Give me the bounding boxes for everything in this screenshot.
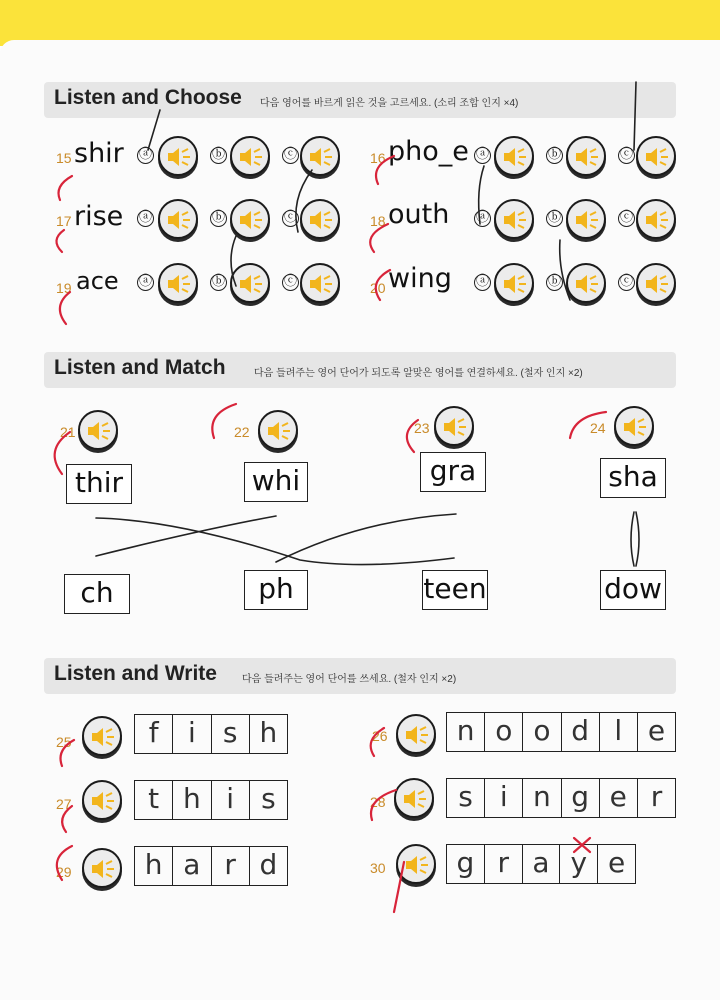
speaker-button[interactable]	[614, 406, 654, 446]
speaker-icon	[90, 725, 116, 749]
option-b[interactable]: ⓑ	[547, 274, 561, 289]
speaker-button[interactable]	[230, 136, 270, 176]
question-number: 27	[56, 796, 72, 812]
speaker-icon	[238, 145, 264, 169]
option-b[interactable]: ⓑ	[211, 210, 225, 225]
question-number: 15	[56, 150, 72, 166]
speaker-button[interactable]	[300, 199, 340, 239]
speaker-icon	[644, 272, 670, 296]
speaker-button[interactable]	[396, 844, 436, 884]
letter-cell[interactable]: n	[523, 779, 561, 817]
speaker-button[interactable]	[82, 716, 122, 756]
option-b[interactable]: ⓑ	[211, 147, 225, 162]
speaker-button[interactable]	[158, 136, 198, 176]
letter-cell[interactable]: i	[485, 779, 523, 817]
section-subtitle-write: 다음 들려주는 영어 단어를 쓰세요. (철자 인지 ×2)	[242, 674, 457, 685]
question-number: 28	[370, 794, 386, 810]
speaker-icon	[166, 145, 192, 169]
speaker-icon	[644, 208, 670, 232]
letter-cell[interactable]: y	[560, 845, 598, 883]
letter-cell[interactable]: n	[447, 713, 485, 751]
option-c[interactable]: ⓒ	[283, 274, 297, 289]
letter-cell[interactable]: g	[447, 845, 485, 883]
speaker-icon	[238, 272, 264, 296]
speaker-icon	[402, 787, 428, 811]
answer-box[interactable]	[134, 714, 288, 754]
speaker-button[interactable]	[300, 263, 340, 303]
speaker-button[interactable]	[434, 406, 474, 446]
question-number: 25	[56, 734, 72, 750]
option-a[interactable]: ⓐ	[475, 274, 489, 289]
answer-box[interactable]	[134, 780, 288, 820]
speaker-button[interactable]	[636, 263, 676, 303]
speaker-icon	[308, 145, 334, 169]
speaker-button[interactable]	[566, 263, 606, 303]
option-a[interactable]: ⓐ	[138, 147, 152, 162]
speaker-button[interactable]	[230, 263, 270, 303]
question-number: 23	[414, 420, 430, 436]
letter-cell[interactable]: a	[523, 845, 561, 883]
question-number: 29	[56, 864, 72, 880]
section-header-match	[44, 352, 676, 388]
letter-cell[interactable]: h	[173, 781, 211, 819]
question-word: outh	[388, 199, 450, 230]
match-card-top[interactable]: thir	[66, 464, 132, 504]
speaker-icon	[574, 272, 600, 296]
speaker-icon	[404, 723, 430, 747]
speaker-icon	[502, 272, 528, 296]
question-number: 21	[60, 424, 76, 440]
letter-cell[interactable]: h	[135, 847, 173, 885]
speaker-button[interactable]	[494, 136, 534, 176]
question-number: 19	[56, 280, 72, 296]
letter-cell[interactable]: d	[259, 848, 278, 881]
speaker-button[interactable]	[566, 136, 606, 176]
option-b[interactable]: ⓑ	[547, 147, 561, 162]
letter-cell[interactable]: g	[562, 779, 600, 817]
match-card-bottom[interactable]: dow	[600, 570, 666, 610]
option-c[interactable]: ⓒ	[619, 210, 633, 225]
section-title-match: Listen and Match	[54, 356, 226, 379]
match-card-bottom[interactable]: ph	[244, 570, 308, 610]
letter-cell[interactable]: s	[447, 779, 485, 817]
letter-cell[interactable]: i	[212, 781, 250, 819]
speaker-button[interactable]	[82, 848, 122, 888]
speaker-icon	[502, 208, 528, 232]
question-number: 16	[370, 150, 386, 166]
answer-box[interactable]	[446, 844, 636, 884]
question-number: 20	[370, 280, 386, 296]
match-card-bottom[interactable]: ch	[64, 574, 130, 614]
answer-box[interactable]	[134, 846, 288, 886]
speaker-icon	[308, 208, 334, 232]
speaker-icon	[238, 208, 264, 232]
speaker-icon	[308, 272, 334, 296]
speaker-button[interactable]	[636, 199, 676, 239]
option-a[interactable]: ⓐ	[475, 147, 489, 162]
letter-cell[interactable]: f	[135, 715, 173, 753]
match-card-top[interactable]: gra	[420, 452, 486, 492]
speaker-button[interactable]	[566, 199, 606, 239]
speaker-button[interactable]	[396, 714, 436, 754]
question-number: 24	[590, 420, 606, 436]
letter-cell[interactable]: a	[173, 847, 211, 885]
speaker-icon	[266, 419, 292, 443]
speaker-button[interactable]	[158, 199, 198, 239]
letter-cell[interactable]: o	[485, 713, 523, 751]
speaker-icon	[644, 145, 670, 169]
letter-cell[interactable]: s	[212, 715, 250, 753]
speaker-icon	[404, 853, 430, 877]
letter-cell[interactable]: t	[135, 781, 173, 819]
option-b[interactable]: ⓑ	[547, 210, 561, 225]
option-a[interactable]: ⓐ	[138, 210, 152, 225]
question-word: shir	[74, 138, 124, 169]
speaker-icon	[166, 208, 192, 232]
letter-cell[interactable]: h	[259, 716, 278, 749]
speaker-button[interactable]	[82, 780, 122, 820]
option-a[interactable]: ⓐ	[138, 274, 152, 289]
question-number: 18	[370, 213, 386, 229]
speaker-button[interactable]	[230, 199, 270, 239]
option-c[interactable]: ⓒ	[619, 147, 633, 162]
option-c[interactable]: ⓒ	[283, 147, 297, 162]
option-c[interactable]: ⓒ	[619, 274, 633, 289]
speaker-icon	[90, 857, 116, 881]
letter-cell[interactable]: r	[485, 845, 523, 883]
match-card-bottom[interactable]: teen	[422, 570, 488, 610]
section-header-write	[44, 658, 676, 694]
match-card-top[interactable]: whi	[244, 462, 308, 502]
speaker-button[interactable]	[394, 778, 434, 818]
letter-cell[interactable]: e	[647, 714, 666, 747]
speaker-icon	[166, 272, 192, 296]
section-title-choose: Listen and Choose	[54, 86, 242, 109]
letter-cell[interactable]: i	[173, 715, 211, 753]
section-title-write: Listen and Write	[54, 662, 217, 685]
section-subtitle-match: 다음 들려주는 영어 단어가 되도록 알맞은 영어를 연결하세요. (철자 인지 ×2)	[254, 368, 583, 379]
answer-box[interactable]	[446, 778, 676, 818]
question-number: 30	[370, 860, 386, 876]
letter-cell[interactable]: s	[261, 782, 276, 815]
section-header-choose	[44, 82, 676, 118]
question-word: wing	[388, 263, 452, 294]
question-word: ace	[76, 267, 119, 295]
letter-cell[interactable]: d	[562, 713, 600, 751]
letter-cell[interactable]: e	[607, 846, 626, 879]
letter-cell[interactable]: e	[600, 779, 638, 817]
answer-box[interactable]	[446, 712, 676, 752]
speaker-icon	[574, 208, 600, 232]
letter-cell[interactable]: o	[523, 713, 561, 751]
letter-cell[interactable]: r	[212, 847, 250, 885]
speaker-button[interactable]	[78, 410, 118, 450]
speaker-button[interactable]	[258, 410, 298, 450]
speaker-button[interactable]	[636, 136, 676, 176]
speaker-icon	[574, 145, 600, 169]
speaker-icon	[622, 415, 648, 439]
speaker-button[interactable]	[494, 263, 534, 303]
section-subtitle-choose: 다음 영어를 바르게 읽은 것을 고르세요. (소리 조합 인지 ×4)	[260, 98, 519, 109]
option-c[interactable]: ⓒ	[283, 210, 297, 225]
question-word: pho_e	[388, 136, 469, 167]
speaker-button[interactable]	[300, 136, 340, 176]
question-number: 22	[234, 424, 250, 440]
letter-cell[interactable]: l	[600, 713, 638, 751]
speaker-button[interactable]	[158, 263, 198, 303]
question-number: 17	[56, 213, 72, 229]
question-word: rise	[74, 201, 124, 232]
speaker-icon	[86, 419, 112, 443]
speaker-button[interactable]	[494, 199, 534, 239]
speaker-icon	[442, 415, 468, 439]
match-card-top[interactable]: sha	[600, 458, 666, 498]
option-a[interactable]: ⓐ	[475, 210, 489, 225]
speaker-icon	[502, 145, 528, 169]
speaker-icon	[90, 789, 116, 813]
option-b[interactable]: ⓑ	[211, 274, 225, 289]
question-number: 26	[372, 728, 388, 744]
letter-cell[interactable]: r	[650, 780, 663, 813]
